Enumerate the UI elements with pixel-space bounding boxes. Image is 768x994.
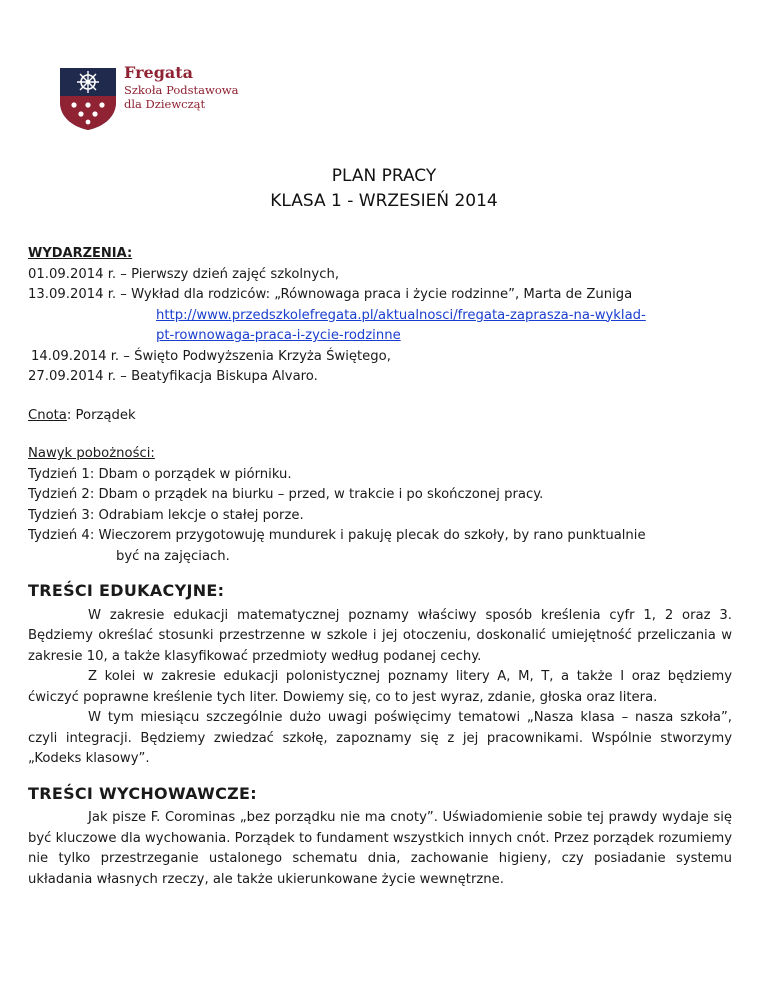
event-item: 14.09.2014 r. – Święto Podwyższenia Krzyża Świętego, bbox=[31, 348, 391, 364]
document-content bbox=[28, 244, 732, 890]
piety-week: Tydzień 4: Wieczorem przygotowuję mundurek i pakuję plecak do szkoły, by rano punktualnie bbox=[28, 528, 646, 543]
events-heading: WYDARZENIA: bbox=[28, 246, 133, 261]
title-line-1: PLAN PRACY bbox=[331, 166, 437, 186]
education-paragraph: W tym miesiącu szczególnie dużo uwagi poświęcimy tematowi „Nasza klasa – nasza szkoła”, czyli integracji. Będziemy zwiedzać szkołę, zapoznamy się z jej pracownikami. Wspólnie stworzymy „Kodeks klasowy”. bbox=[28, 710, 732, 766]
school-name-block bbox=[124, 63, 238, 112]
virtue-line bbox=[28, 406, 732, 427]
education-body bbox=[28, 606, 732, 770]
event-link-part-1[interactable]: http://www.przedszkolefregata.pl/aktualnosci/fregata-zaprasza-na-wyklad- bbox=[156, 307, 646, 323]
fregata-shield-logo-icon bbox=[58, 66, 118, 132]
event-item: 27.09.2014 r. – Beatyfikacja Biskupa Alvaro. bbox=[28, 369, 318, 384]
upbringing-body bbox=[28, 808, 732, 890]
event-link-part-2[interactable]: pt-rownowaga-praca-i-zycie-rodzinne bbox=[156, 328, 401, 343]
event-item: 13.09.2014 r. – Wykład dla rodziców: „Równowaga praca i życie rodzinne”, Marta de Zuniga bbox=[28, 287, 633, 302]
virtue-label: Cnota bbox=[28, 407, 67, 423]
education-heading: TREŚCI EDUKACYJNE: bbox=[28, 581, 225, 600]
piety-week-continuation: być na zajęciach. bbox=[116, 548, 230, 564]
school-line-2: dla Dziewcząt bbox=[124, 97, 206, 112]
education-paragraph: Z kolei w zakresie edukacji polonistycznej poznamy litery A, M, T, a także I oraz będziemy ćwiczyć poprawne kreślenie tych liter. Dowiemy się, co to jest wyraz, zdanie, głoska oraz litera. bbox=[28, 669, 732, 705]
event-link-line bbox=[28, 326, 732, 347]
school-line-1: Szkoła Podstawowa bbox=[124, 83, 239, 97]
page-title bbox=[0, 164, 768, 214]
upbringing-paragraph: Jak pisze F. Corominas „bez porządku nie ma cnoty”. Uświadomienie sobie tej prawdy wydaje się być kluczowe dla wychowania. Porządek to fundament wszystkich innych cnót. Przez porządek rozumiemy nie tylko przestrzeganie ustalonego schematu dnia, zachowanie higieny, czy posiadanie systemu układania własnych rzeczy, ale także ukierunkowane życie wewnętrzne. bbox=[28, 810, 732, 887]
education-paragraph: W zakresie edukacji matematycznej poznamy właściwy sposób kreślenia cyfr 1, 2 oraz 3. Będziemy określać stosunki przestrzenne w szkole i jej otoczeniu, doskonalić umiejętność przeliczania w zakresie 10, a także klasyfikować przedmioty według podanej cechy. bbox=[28, 607, 732, 664]
school-brand: Fregata bbox=[124, 63, 193, 82]
virtue-value: : Porządek bbox=[66, 407, 136, 423]
piety-week: Tydzień 1: Dbam o porządek w piórniku. bbox=[28, 466, 292, 482]
event-link-line bbox=[28, 306, 732, 327]
piety-week: Tydzień 3: Odrabiam lekcje o stałej porze. bbox=[28, 507, 304, 523]
upbringing-heading: TREŚCI WYCHOWAWCZE: bbox=[28, 783, 257, 803]
piety-heading: Nawyk pobożności: bbox=[28, 446, 155, 461]
piety-week: Tydzień 2: Dbam o prządek na biurku – przed, w trakcie i po skończonej pracy. bbox=[28, 487, 544, 502]
event-item: 01.09.2014 r. – Pierwszy dzień zajęć szkolnych, bbox=[28, 266, 340, 282]
title-line-2: KLASA 1 - WRZESIEŃ 2014 bbox=[270, 191, 498, 211]
